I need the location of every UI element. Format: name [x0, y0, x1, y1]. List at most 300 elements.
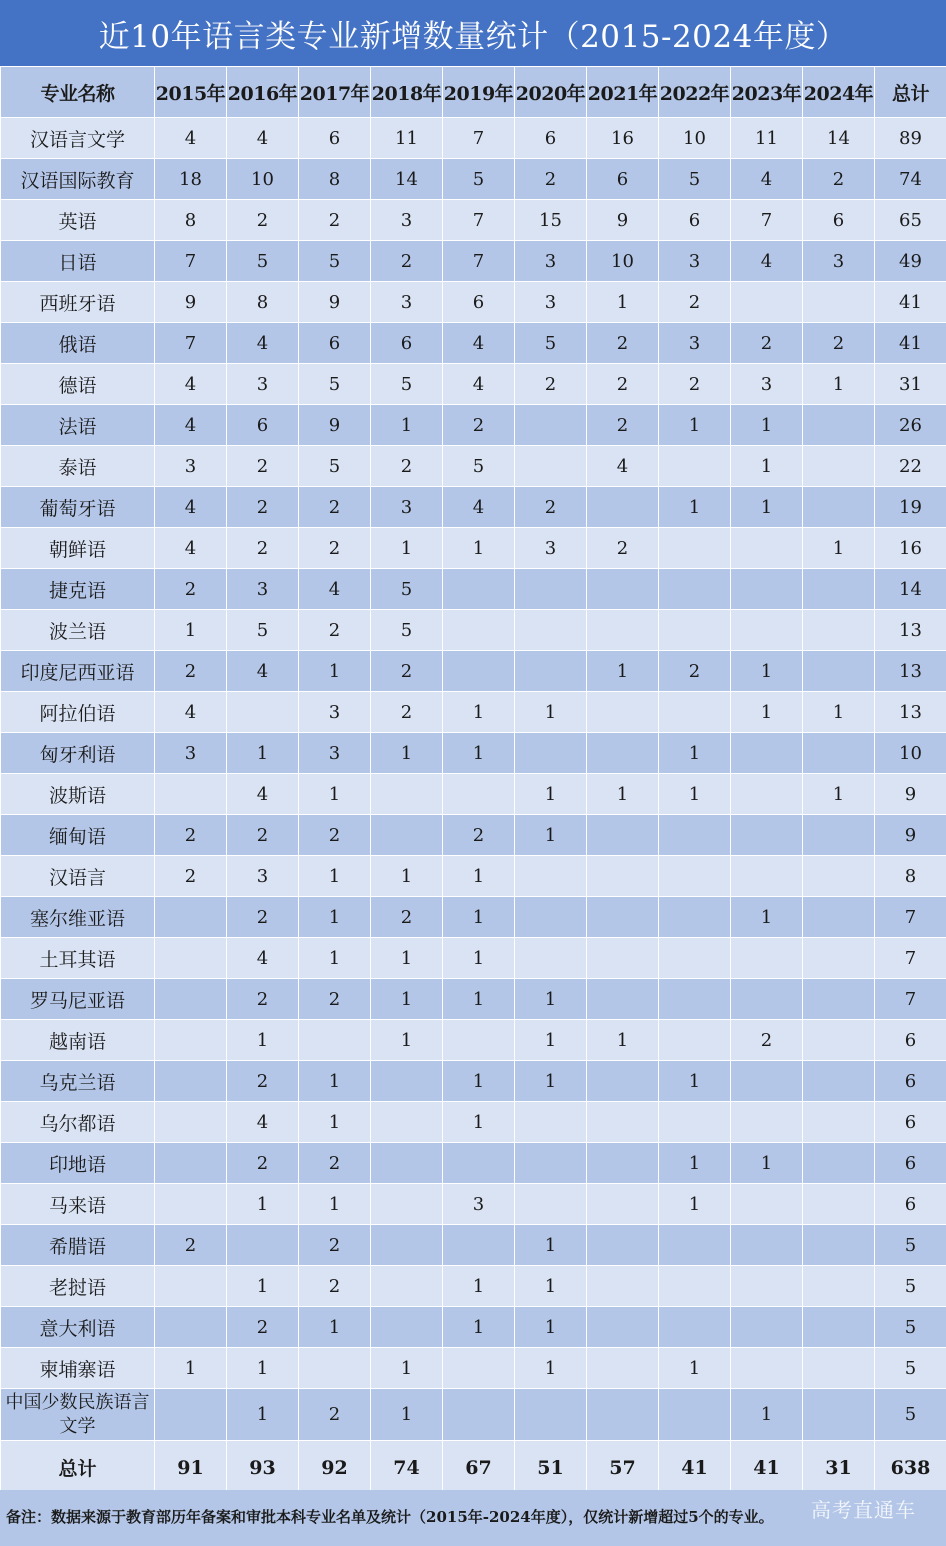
year-count-cell	[443, 569, 515, 610]
major-name-cell: 印地语	[1, 1143, 155, 1184]
year-count-cell	[803, 1020, 875, 1061]
year-count-cell: 1	[155, 1348, 227, 1389]
year-count-cell: 1	[227, 1020, 299, 1061]
year-count-cell	[803, 1348, 875, 1389]
year-count-cell	[515, 856, 587, 897]
year-count-cell	[515, 1102, 587, 1143]
row-total-cell: 13	[875, 651, 946, 692]
year-count-cell: 1	[299, 938, 371, 979]
major-name-cell: 捷克语	[1, 569, 155, 610]
year-count-cell	[587, 897, 659, 938]
year-count-cell: 4	[443, 487, 515, 528]
major-name-cell: 乌克兰语	[1, 1061, 155, 1102]
row-total-cell: 6	[875, 1143, 946, 1184]
table-header-row	[1, 67, 946, 118]
year-count-cell	[803, 815, 875, 856]
year-count-cell: 4	[227, 323, 299, 364]
year-count-cell	[659, 979, 731, 1020]
year-count-cell: 1	[443, 692, 515, 733]
year-count-cell: 1	[299, 1307, 371, 1348]
year-count-cell: 1	[659, 487, 731, 528]
row-total-cell: 5	[875, 1266, 946, 1307]
year-count-cell: 4	[443, 323, 515, 364]
year-count-cell	[803, 1389, 875, 1441]
year-count-cell: 1	[443, 938, 515, 979]
year-count-cell: 2	[515, 159, 587, 200]
year-count-cell: 1	[443, 733, 515, 774]
year-count-cell	[515, 938, 587, 979]
year-count-cell: 2	[803, 159, 875, 200]
year-count-cell: 10	[227, 159, 299, 200]
year-count-cell: 14	[371, 159, 443, 200]
major-name-cell: 老挝语	[1, 1266, 155, 1307]
year-count-cell: 3	[227, 856, 299, 897]
row-total-cell: 6	[875, 1102, 946, 1143]
year-count-cell: 4	[227, 1102, 299, 1143]
year-count-cell: 2	[803, 323, 875, 364]
year-count-cell: 6	[443, 282, 515, 323]
table-row	[1, 241, 946, 282]
year-count-cell	[659, 897, 731, 938]
total-value-cell: 91	[155, 1441, 227, 1495]
major-name-cell: 英语	[1, 200, 155, 241]
year-count-cell: 3	[227, 364, 299, 405]
year-count-cell	[659, 1225, 731, 1266]
header-cell-year: 2020年	[515, 67, 587, 118]
year-count-cell: 6	[227, 405, 299, 446]
year-count-cell: 5	[371, 610, 443, 651]
total-value-cell: 41	[731, 1441, 803, 1495]
year-count-cell: 1	[515, 1348, 587, 1389]
row-total-cell: 31	[875, 364, 946, 405]
year-count-cell	[803, 487, 875, 528]
year-count-cell: 2	[659, 651, 731, 692]
year-count-cell: 2	[227, 1061, 299, 1102]
year-count-cell: 5	[443, 446, 515, 487]
year-count-cell: 5	[299, 241, 371, 282]
total-value-cell: 92	[299, 1441, 371, 1495]
year-count-cell: 1	[371, 528, 443, 569]
year-count-cell	[803, 282, 875, 323]
year-count-cell	[155, 1266, 227, 1307]
major-name-cell: 波兰语	[1, 610, 155, 651]
year-count-cell: 1	[659, 774, 731, 815]
year-count-cell: 14	[803, 118, 875, 159]
year-count-cell: 3	[731, 364, 803, 405]
row-total-cell: 41	[875, 323, 946, 364]
year-count-cell: 1	[299, 651, 371, 692]
major-name-cell: 汉语言文学	[1, 118, 155, 159]
year-count-cell	[587, 1143, 659, 1184]
year-count-cell: 2	[371, 692, 443, 733]
table-row	[1, 1143, 946, 1184]
row-total-cell: 5	[875, 1225, 946, 1266]
year-count-cell: 4	[155, 364, 227, 405]
year-count-cell	[803, 1061, 875, 1102]
year-count-cell: 2	[659, 364, 731, 405]
year-count-cell: 5	[299, 364, 371, 405]
year-count-cell	[371, 1225, 443, 1266]
year-count-cell	[731, 1061, 803, 1102]
year-count-cell: 2	[227, 1307, 299, 1348]
year-count-cell	[731, 774, 803, 815]
year-count-cell	[371, 1143, 443, 1184]
year-count-cell: 5	[227, 610, 299, 651]
major-name-cell: 柬埔寨语	[1, 1348, 155, 1389]
major-name-cell: 意大利语	[1, 1307, 155, 1348]
year-count-cell	[587, 938, 659, 979]
year-count-cell: 6	[659, 200, 731, 241]
year-count-cell: 8	[227, 282, 299, 323]
year-count-cell: 6	[587, 159, 659, 200]
year-count-cell: 2	[299, 528, 371, 569]
row-total-cell: 13	[875, 692, 946, 733]
year-count-cell: 8	[155, 200, 227, 241]
year-count-cell: 2	[587, 405, 659, 446]
year-count-cell: 4	[155, 405, 227, 446]
year-count-cell: 1	[731, 487, 803, 528]
year-count-cell: 1	[731, 1143, 803, 1184]
row-total-cell: 26	[875, 405, 946, 446]
year-count-cell	[803, 446, 875, 487]
year-count-cell	[155, 1389, 227, 1441]
header-cell-year: 2023年	[731, 67, 803, 118]
year-count-cell: 4	[443, 364, 515, 405]
year-count-cell	[659, 569, 731, 610]
header-cell-year: 2016年	[227, 67, 299, 118]
year-count-cell	[587, 733, 659, 774]
year-count-cell: 4	[155, 487, 227, 528]
table-row	[1, 610, 946, 651]
major-name-cell: 匈牙利语	[1, 733, 155, 774]
year-count-cell: 2	[227, 446, 299, 487]
major-name-cell: 朝鲜语	[1, 528, 155, 569]
year-count-cell: 1	[515, 979, 587, 1020]
year-count-cell	[731, 1225, 803, 1266]
year-count-cell: 2	[515, 487, 587, 528]
year-count-cell: 1	[731, 897, 803, 938]
major-name-cell: 德语	[1, 364, 155, 405]
year-count-cell	[803, 938, 875, 979]
year-count-cell: 4	[155, 692, 227, 733]
year-count-cell: 4	[227, 774, 299, 815]
year-count-cell	[371, 774, 443, 815]
year-count-cell: 6	[515, 118, 587, 159]
year-count-cell: 2	[299, 487, 371, 528]
row-total-cell: 41	[875, 282, 946, 323]
year-count-cell	[515, 569, 587, 610]
year-count-cell: 1	[803, 528, 875, 569]
table-row	[1, 938, 946, 979]
header-cell-year: 2022年	[659, 67, 731, 118]
year-count-cell: 5	[443, 159, 515, 200]
year-count-cell	[155, 897, 227, 938]
year-count-cell: 5	[515, 323, 587, 364]
year-count-cell	[803, 1102, 875, 1143]
year-count-cell	[443, 651, 515, 692]
year-count-cell: 2	[371, 651, 443, 692]
year-count-cell	[659, 446, 731, 487]
year-count-cell	[731, 856, 803, 897]
year-count-cell	[155, 938, 227, 979]
row-total-cell: 8	[875, 856, 946, 897]
year-count-cell: 6	[803, 200, 875, 241]
major-name-cell: 马来语	[1, 1184, 155, 1225]
row-total-cell: 6	[875, 1184, 946, 1225]
total-label-cell: 总计	[1, 1441, 155, 1495]
year-count-cell: 2	[299, 610, 371, 651]
row-total-cell: 9	[875, 774, 946, 815]
year-count-cell	[659, 1307, 731, 1348]
year-count-cell	[443, 1143, 515, 1184]
year-count-cell: 15	[515, 200, 587, 241]
year-count-cell: 1	[443, 1061, 515, 1102]
year-count-cell: 1	[443, 1307, 515, 1348]
year-count-cell	[587, 1307, 659, 1348]
year-count-cell: 1	[227, 1348, 299, 1389]
major-name-cell: 越南语	[1, 1020, 155, 1061]
table-row	[1, 692, 946, 733]
year-count-cell: 1	[587, 774, 659, 815]
year-count-cell: 4	[731, 159, 803, 200]
year-count-cell: 3	[299, 733, 371, 774]
year-count-cell: 1	[227, 733, 299, 774]
year-count-cell	[659, 1020, 731, 1061]
year-count-cell	[731, 1184, 803, 1225]
table-row	[1, 651, 946, 692]
table-row	[1, 1348, 946, 1389]
major-name-cell: 波斯语	[1, 774, 155, 815]
table-row	[1, 979, 946, 1020]
table-row	[1, 1184, 946, 1225]
table-row	[1, 1225, 946, 1266]
year-count-cell: 2	[587, 364, 659, 405]
year-count-cell	[803, 1307, 875, 1348]
year-count-cell	[587, 610, 659, 651]
year-count-cell	[515, 651, 587, 692]
table-row	[1, 487, 946, 528]
year-count-cell	[587, 1266, 659, 1307]
header-cell-year: 2021年	[587, 67, 659, 118]
table-row	[1, 446, 946, 487]
year-count-cell: 1	[515, 1061, 587, 1102]
major-name-cell: 汉语国际教育	[1, 159, 155, 200]
year-count-cell: 1	[371, 979, 443, 1020]
year-count-cell	[587, 569, 659, 610]
table-row	[1, 528, 946, 569]
year-count-cell: 1	[515, 1307, 587, 1348]
year-count-cell: 1	[227, 1184, 299, 1225]
year-count-cell: 1	[515, 1020, 587, 1061]
year-count-cell: 4	[155, 118, 227, 159]
header-cell-name: 专业名称	[1, 67, 155, 118]
year-count-cell	[515, 1184, 587, 1225]
total-value-cell: 31	[803, 1441, 875, 1495]
year-count-cell: 1	[587, 1020, 659, 1061]
year-count-cell	[587, 487, 659, 528]
row-total-cell: 16	[875, 528, 946, 569]
year-count-cell	[371, 815, 443, 856]
year-count-cell	[803, 1266, 875, 1307]
major-name-cell: 罗马尼亚语	[1, 979, 155, 1020]
major-name-cell: 土耳其语	[1, 938, 155, 979]
year-count-cell: 1	[659, 733, 731, 774]
year-count-cell: 7	[443, 200, 515, 241]
year-count-cell: 3	[371, 200, 443, 241]
major-name-cell: 俄语	[1, 323, 155, 364]
year-count-cell	[803, 897, 875, 938]
major-name-cell: 葡萄牙语	[1, 487, 155, 528]
year-count-cell	[515, 897, 587, 938]
year-count-cell	[515, 1143, 587, 1184]
year-count-cell: 4	[227, 651, 299, 692]
year-count-cell	[587, 1061, 659, 1102]
year-count-cell: 1	[515, 774, 587, 815]
year-count-cell: 1	[515, 815, 587, 856]
row-total-cell: 7	[875, 938, 946, 979]
header-cell-year: 2017年	[299, 67, 371, 118]
year-count-cell: 2	[299, 1389, 371, 1441]
year-count-cell: 1	[371, 1020, 443, 1061]
year-count-cell	[659, 610, 731, 651]
total-value-cell: 67	[443, 1441, 515, 1495]
year-count-cell: 2	[731, 1020, 803, 1061]
year-count-cell	[731, 1102, 803, 1143]
year-count-cell	[515, 1389, 587, 1441]
year-count-cell	[659, 1389, 731, 1441]
year-count-cell: 2	[371, 897, 443, 938]
year-count-cell: 6	[299, 323, 371, 364]
year-count-cell: 2	[227, 1143, 299, 1184]
year-count-cell: 1	[371, 1348, 443, 1389]
year-count-cell: 5	[299, 446, 371, 487]
table-row	[1, 1061, 946, 1102]
year-count-cell: 2	[371, 241, 443, 282]
year-count-cell: 3	[515, 241, 587, 282]
year-count-cell	[515, 610, 587, 651]
year-count-cell: 1	[659, 405, 731, 446]
year-count-cell	[803, 569, 875, 610]
year-count-cell: 11	[371, 118, 443, 159]
year-count-cell: 1	[371, 405, 443, 446]
year-count-cell: 1	[803, 364, 875, 405]
year-count-cell: 1	[371, 733, 443, 774]
year-count-cell: 2	[155, 856, 227, 897]
year-count-cell: 2	[659, 282, 731, 323]
footnote: 备注：数据来源于教育部历年备案和审批本科专业名单及统计（2015年-2024年度），仅统计新增超过5个的专业。	[0, 1490, 946, 1546]
row-total-cell: 89	[875, 118, 946, 159]
year-count-cell: 6	[371, 323, 443, 364]
year-count-cell	[155, 1143, 227, 1184]
major-name-cell: 法语	[1, 405, 155, 446]
table-row	[1, 1266, 946, 1307]
year-count-cell: 1	[731, 692, 803, 733]
table-row	[1, 733, 946, 774]
year-count-cell: 1	[299, 1102, 371, 1143]
table-row	[1, 569, 946, 610]
year-count-cell: 2	[155, 1225, 227, 1266]
table-row	[1, 1020, 946, 1061]
year-count-cell: 2	[587, 528, 659, 569]
year-count-cell	[587, 1102, 659, 1143]
year-count-cell: 1	[659, 1184, 731, 1225]
row-total-cell: 19	[875, 487, 946, 528]
year-count-cell: 4	[227, 118, 299, 159]
year-count-cell: 1	[155, 610, 227, 651]
year-count-cell: 1	[299, 774, 371, 815]
year-count-cell	[803, 1184, 875, 1225]
year-count-cell: 9	[587, 200, 659, 241]
major-name-cell: 汉语言	[1, 856, 155, 897]
year-count-cell: 2	[227, 815, 299, 856]
year-count-cell: 1	[659, 1348, 731, 1389]
total-value-cell: 51	[515, 1441, 587, 1495]
year-count-cell: 7	[155, 323, 227, 364]
year-count-cell	[659, 1266, 731, 1307]
row-total-cell: 9	[875, 815, 946, 856]
year-count-cell	[443, 1389, 515, 1441]
year-count-cell: 9	[299, 282, 371, 323]
table-row	[1, 1307, 946, 1348]
row-total-cell: 65	[875, 200, 946, 241]
year-count-cell: 7	[443, 118, 515, 159]
year-count-cell: 5	[227, 241, 299, 282]
year-count-cell: 1	[299, 1184, 371, 1225]
header-cell-year: 2024年	[803, 67, 875, 118]
year-count-cell: 7	[155, 241, 227, 282]
table-row	[1, 159, 946, 200]
year-count-cell: 1	[227, 1389, 299, 1441]
year-count-cell: 4	[299, 569, 371, 610]
year-count-cell	[731, 1307, 803, 1348]
year-count-cell	[587, 1225, 659, 1266]
major-name-cell: 日语	[1, 241, 155, 282]
year-count-cell	[299, 1020, 371, 1061]
major-name-cell: 乌尔都语	[1, 1102, 155, 1143]
header-cell-year: 2018年	[371, 67, 443, 118]
year-count-cell	[659, 938, 731, 979]
year-count-cell	[515, 405, 587, 446]
table-row	[1, 405, 946, 446]
year-count-cell	[731, 610, 803, 651]
major-name-cell: 泰语	[1, 446, 155, 487]
year-count-cell: 2	[299, 200, 371, 241]
year-count-cell	[587, 1389, 659, 1441]
year-count-cell	[587, 856, 659, 897]
table-row	[1, 323, 946, 364]
year-count-cell: 9	[155, 282, 227, 323]
year-count-cell	[371, 1061, 443, 1102]
year-count-cell	[587, 1184, 659, 1225]
major-name-cell: 塞尔维亚语	[1, 897, 155, 938]
row-total-cell: 5	[875, 1389, 946, 1441]
year-count-cell	[659, 856, 731, 897]
year-count-cell	[587, 979, 659, 1020]
year-count-cell	[227, 692, 299, 733]
year-count-cell: 1	[587, 651, 659, 692]
row-total-cell: 5	[875, 1348, 946, 1389]
table-row	[1, 815, 946, 856]
year-count-cell: 1	[227, 1266, 299, 1307]
total-value-cell: 74	[371, 1441, 443, 1495]
year-count-cell: 11	[731, 118, 803, 159]
year-count-cell: 2	[443, 815, 515, 856]
year-count-cell: 1	[659, 1143, 731, 1184]
row-total-cell: 74	[875, 159, 946, 200]
row-total-cell: 13	[875, 610, 946, 651]
year-count-cell: 1	[515, 692, 587, 733]
total-value-cell: 93	[227, 1441, 299, 1495]
